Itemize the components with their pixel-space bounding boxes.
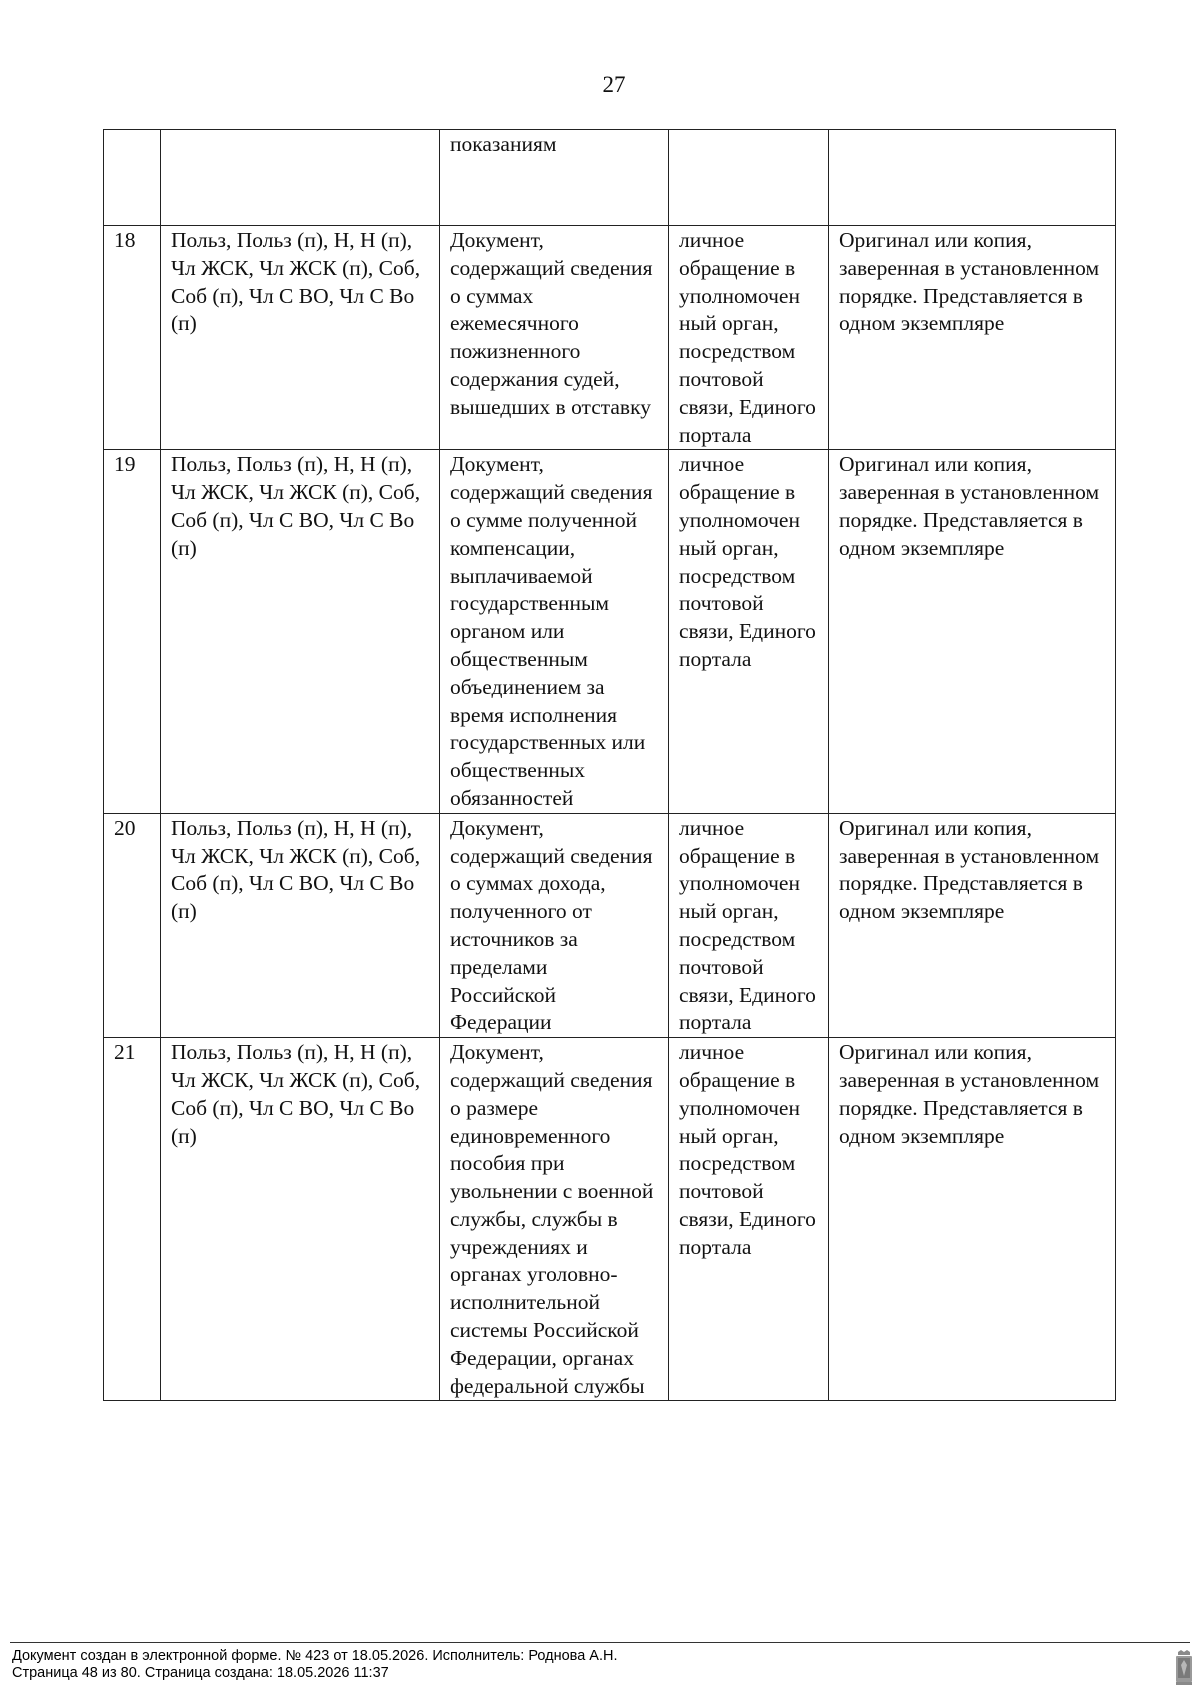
cell-number [104, 130, 161, 226]
documents-table-container [103, 129, 1115, 1401]
footer-divider [10, 1642, 1190, 1643]
document-footer [12, 1648, 618, 1682]
cell-number: 19 [104, 450, 161, 813]
cell-applicant-category: Польз, Польз (п), Н, Н (п), Чл ЖСК, Чл ЖСК (п), Соб, Соб (п), Чл С ВО, Чл С Во (п) [161, 450, 440, 813]
cell-submission-method: личное обращение в уполномочен ный орган, посредством почтовой связи, Единого портала [669, 1038, 829, 1401]
cell-document-name: Документ, содержащий сведения о суммах ежемесячного пожизненного содержания судей, вышедших в отставку [440, 226, 669, 450]
cell-submission-method [669, 130, 829, 226]
cell-submission-method: личное обращение в уполномочен ный орган, посредством почтовой связи, Единого портала [669, 813, 829, 1037]
cell-document-name: Документ, содержащий сведения о размере единовременного пособия при увольнении с военной службы, службы в учреждениях и органах уголовно-исполнительной системы Российской Федерации, органах федеральной службы [440, 1038, 669, 1401]
cell-submission-method: личное обращение в уполномочен ный орган, посредством почтовой связи, Единого портала [669, 226, 829, 450]
cell-number: 21 [104, 1038, 161, 1401]
cell-document-form: Оригинал или копия, заверенная в установленном порядке. Представляется в одном экземпляре [829, 226, 1116, 450]
cell-applicant-category: Польз, Польз (п), Н, Н (п), Чл ЖСК, Чл ЖСК (п), Соб, Соб (п), Чл С ВО, Чл С Во (п) [161, 1038, 440, 1401]
cell-document-name: Документ, содержащий сведения о сумме полученной компенсации, выплачиваемой государственным органом или общественным объединением за время исполнения государственных или общественных обязанностей [440, 450, 669, 813]
cell-document-form: Оригинал или копия, заверенная в установленном порядке. Представляется в одном экземпляре [829, 813, 1116, 1037]
coat-of-arms-icon [1174, 1650, 1194, 1686]
documents-table [103, 129, 1116, 1401]
table-row [104, 226, 1116, 450]
cell-document-name: Документ, содержащий сведения о суммах дохода, полученного от источников за пределами Российской Федерации [440, 813, 669, 1037]
cell-document-form: Оригинал или копия, заверенная в установленном порядке. Представляется в одном экземпляре [829, 1038, 1116, 1401]
cell-number: 18 [104, 226, 161, 450]
cell-applicant-category: Польз, Польз (п), Н, Н (п), Чл ЖСК, Чл ЖСК (п), Соб, Соб (п), Чл С ВО, Чл С Во (п) [161, 226, 440, 450]
table-row [104, 813, 1116, 1037]
page-number: 27 [602, 72, 626, 97]
cell-applicant-category: Польз, Польз (п), Н, Н (п), Чл ЖСК, Чл ЖСК (п), Соб, Соб (п), Чл С ВО, Чл С Во (п) [161, 813, 440, 1037]
cell-number: 20 [104, 813, 161, 1037]
footer-line-document-info: Документ создан в электронной форме. № 423 от 18.05.2026. Исполнитель: Роднова А.Н. [12, 1648, 618, 1664]
cell-applicant-category [161, 130, 440, 226]
cell-document-form: Оригинал или копия, заверенная в установленном порядке. Представляется в одном экземпляре [829, 450, 1116, 813]
table-row [104, 450, 1116, 813]
table-row-continuation [104, 130, 1116, 226]
cell-submission-method: личное обращение в уполномочен ный орган, посредством почтовой связи, Единого портала [669, 450, 829, 813]
cell-document-name: показаниям [440, 130, 669, 226]
cell-document-form [829, 130, 1116, 226]
table-row [104, 1038, 1116, 1401]
footer-line-page-info: Страница 48 из 80. Страница создана: 18.05.2026 11:37 [12, 1665, 389, 1681]
